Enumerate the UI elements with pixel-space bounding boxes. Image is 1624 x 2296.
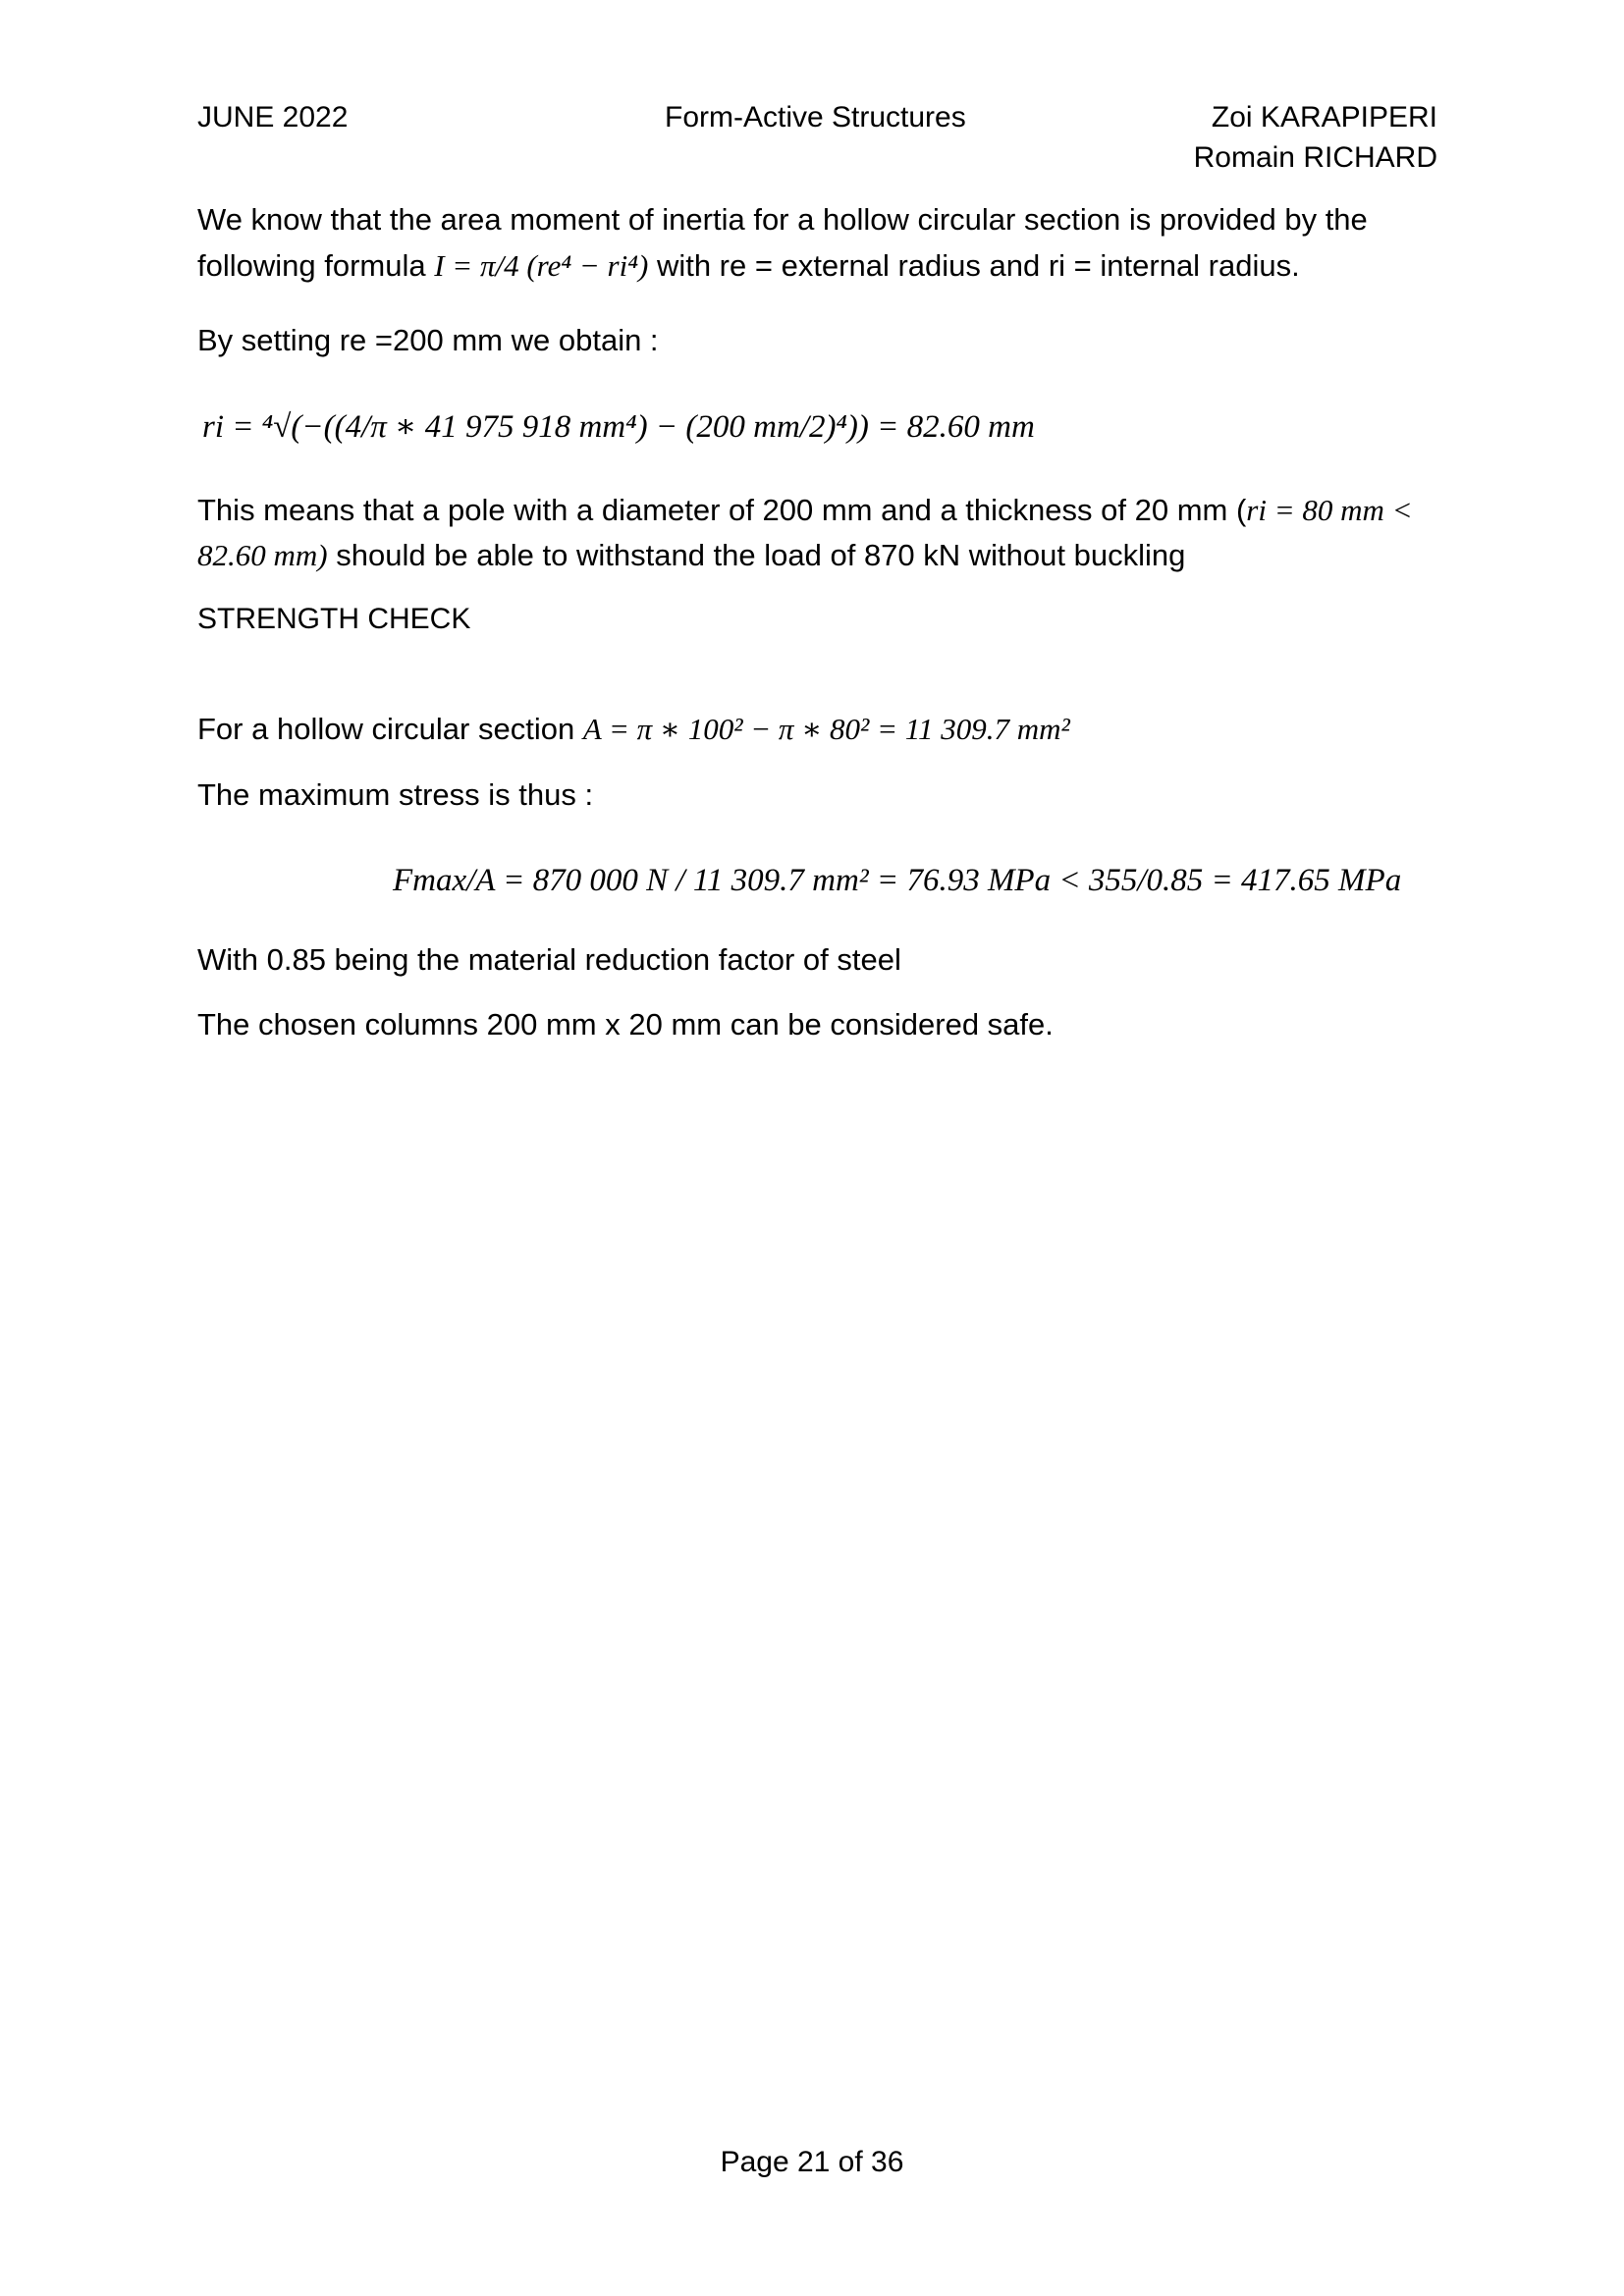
page-number: Page 21 of 36 — [720, 2146, 904, 2178]
header-date: JUNE 2022 — [197, 101, 349, 133]
inline-math: 82.60 mm) — [197, 538, 328, 572]
paragraph-inertia-line-2 — [197, 243, 1300, 289]
paragraph-pole-line-1 — [197, 488, 1413, 533]
header-author-1: Zoi KARAPIPERI — [1211, 101, 1437, 133]
paragraph-pole-line-2 — [197, 533, 1185, 578]
paragraph-inertia-line-1: We know that the area moment of inertia for a hollow circular section is provided by the — [197, 202, 1368, 237]
text-run: should be able to withstand the load of 870 kN without buckling — [327, 538, 1186, 572]
inline-math-area: A = π ∗ 100² − π ∗ 80² = 11 309.7 mm² — [582, 712, 1070, 746]
header-title: Form-Active Structures — [665, 101, 966, 133]
inline-math: ri = 80 mm < — [1246, 493, 1413, 527]
paragraph-reduction-factor: With 0.85 being the material reduction factor of steel — [197, 942, 901, 977]
text-run: following formula — [197, 248, 435, 283]
equation-stress: Fmax/A = 870 000 N / 11 309.7 mm² = 76.93 MPa < 355/0.85 = 417.65 MPa — [393, 863, 1402, 898]
header-author-2: Romain RICHARD — [1193, 141, 1437, 174]
text-run: For a hollow circular section — [197, 712, 583, 746]
section-heading-strength-check: STRENGTH CHECK — [197, 603, 471, 635]
paragraph-conclusion: The chosen columns 200 mm x 20 mm can be considered safe. — [197, 1007, 1054, 1041]
paragraph-setting: By setting re =200 mm we obtain : — [197, 323, 659, 357]
equation-internal-radius: ri = ⁴√(−((4/π ∗ 41 975 918 mm⁴) − (200 mm/2)⁴)) = 82.60 mm — [202, 409, 1035, 445]
formula-inertia: I = π/4 (re⁴ − ri⁴) — [434, 248, 649, 283]
paragraph-area — [197, 707, 1070, 752]
text-run: with re = external radius and ri = internal radius. — [648, 248, 1300, 283]
paragraph-max-stress: The maximum stress is thus : — [197, 777, 594, 812]
text-run: This means that a pole with a diameter of 200 mm and a thickness of 20 mm ( — [197, 493, 1247, 527]
